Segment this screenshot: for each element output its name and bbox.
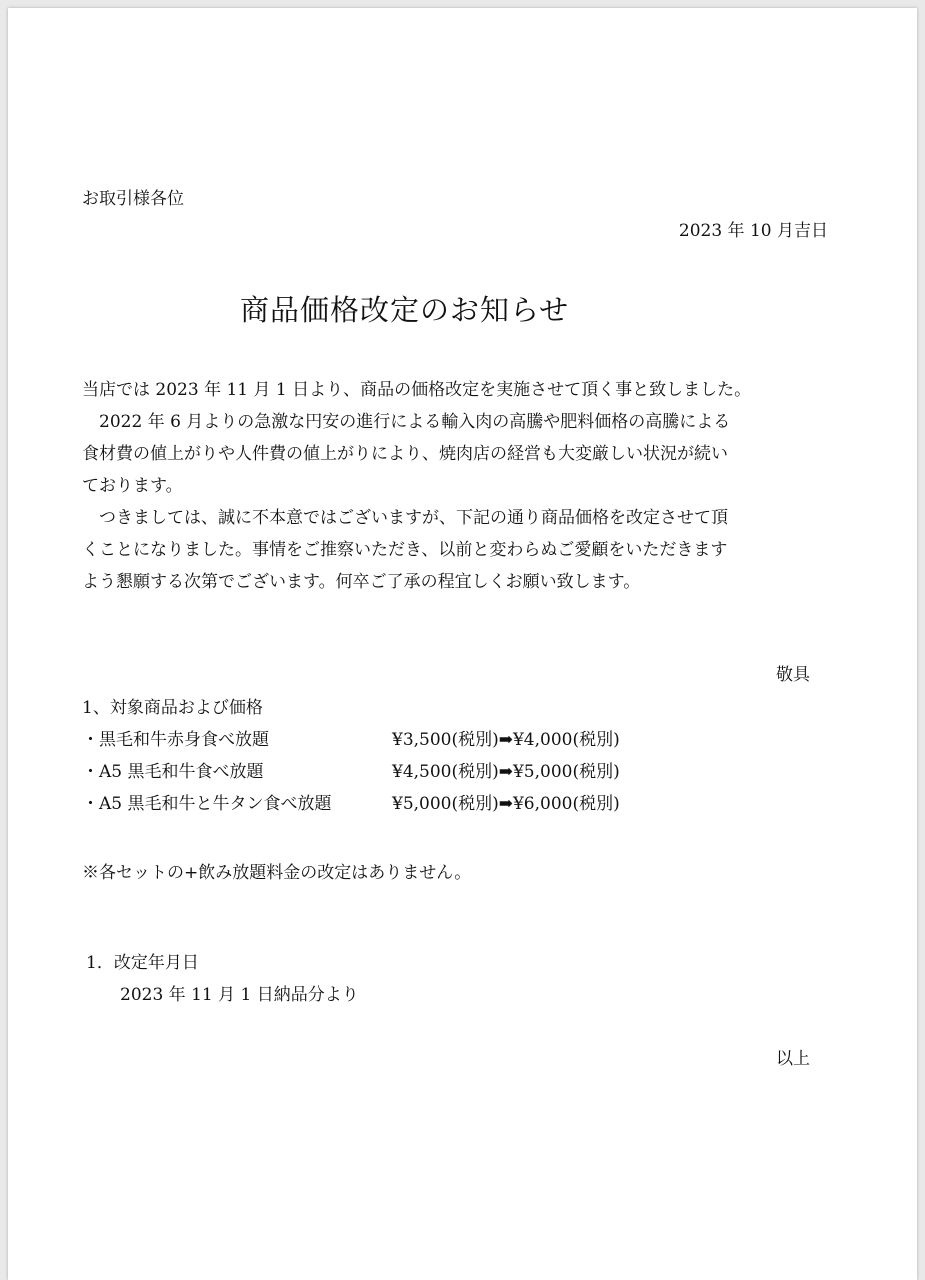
section1-heading: 1、対象商品および価格 (82, 698, 263, 718)
item-name: ・A5 黒毛和牛と牛タン食べ放題 (82, 794, 332, 814)
item-price: ¥3,500(税別)➡¥4,000(税別) (392, 730, 620, 750)
body-line: ております。 (82, 476, 183, 496)
section2-heading: 1．改定年月日 (86, 953, 199, 973)
item-price: ¥4,500(税別)➡¥5,000(税別) (392, 762, 620, 782)
effective-date: 2023 年 11 月 1 日納品分より (120, 985, 359, 1005)
body-line: くことになりました。事情をご推察いただき、以前と変わらぬご愛顧をいただきます (82, 540, 728, 560)
price-item (82, 756, 782, 788)
item-name: ・A5 黒毛和牛食べ放題 (82, 762, 264, 782)
item-price: ¥5,000(税別)➡¥6,000(税別) (392, 794, 620, 814)
body-line: 当店では 2023 年 11 月 1 日より、商品の価格改定を実施させて頂く事と致しました。 (82, 380, 752, 400)
issue-date: 2023 年 10 月吉日 (678, 221, 828, 241)
end-mark: 以上 (776, 1049, 810, 1069)
body-line: 2022 年 6 月よりの急激な円安の進行による輸入肉の高騰や肥料価格の高騰による (82, 412, 731, 432)
price-item (82, 724, 782, 756)
body-line: つきましては、誠に不本意ではございますが、下記の通り商品価格を改定させて頂 (82, 508, 728, 528)
body-line: 食材費の値上がりや人件費の値上がりにより、焼肉店の経営も大変厳しい状況が続い (82, 444, 728, 464)
document-page (8, 8, 917, 1280)
closing-keigu: 敬具 (776, 665, 810, 685)
price-item (82, 788, 782, 820)
price-list (82, 724, 782, 820)
body-line: よう懇願する次第でございます。何卒ご了承の程宜しくお願い致します。 (82, 572, 641, 592)
addressee: お取引様各位 (82, 189, 184, 209)
document-title: 商品価格改定のお知らせ (240, 293, 570, 327)
item-name: ・黒毛和牛赤身食べ放題 (82, 730, 269, 750)
body-text (82, 374, 842, 598)
drink-note: ※各セットの+飲み放題料金の改定はありません。 (82, 863, 472, 883)
